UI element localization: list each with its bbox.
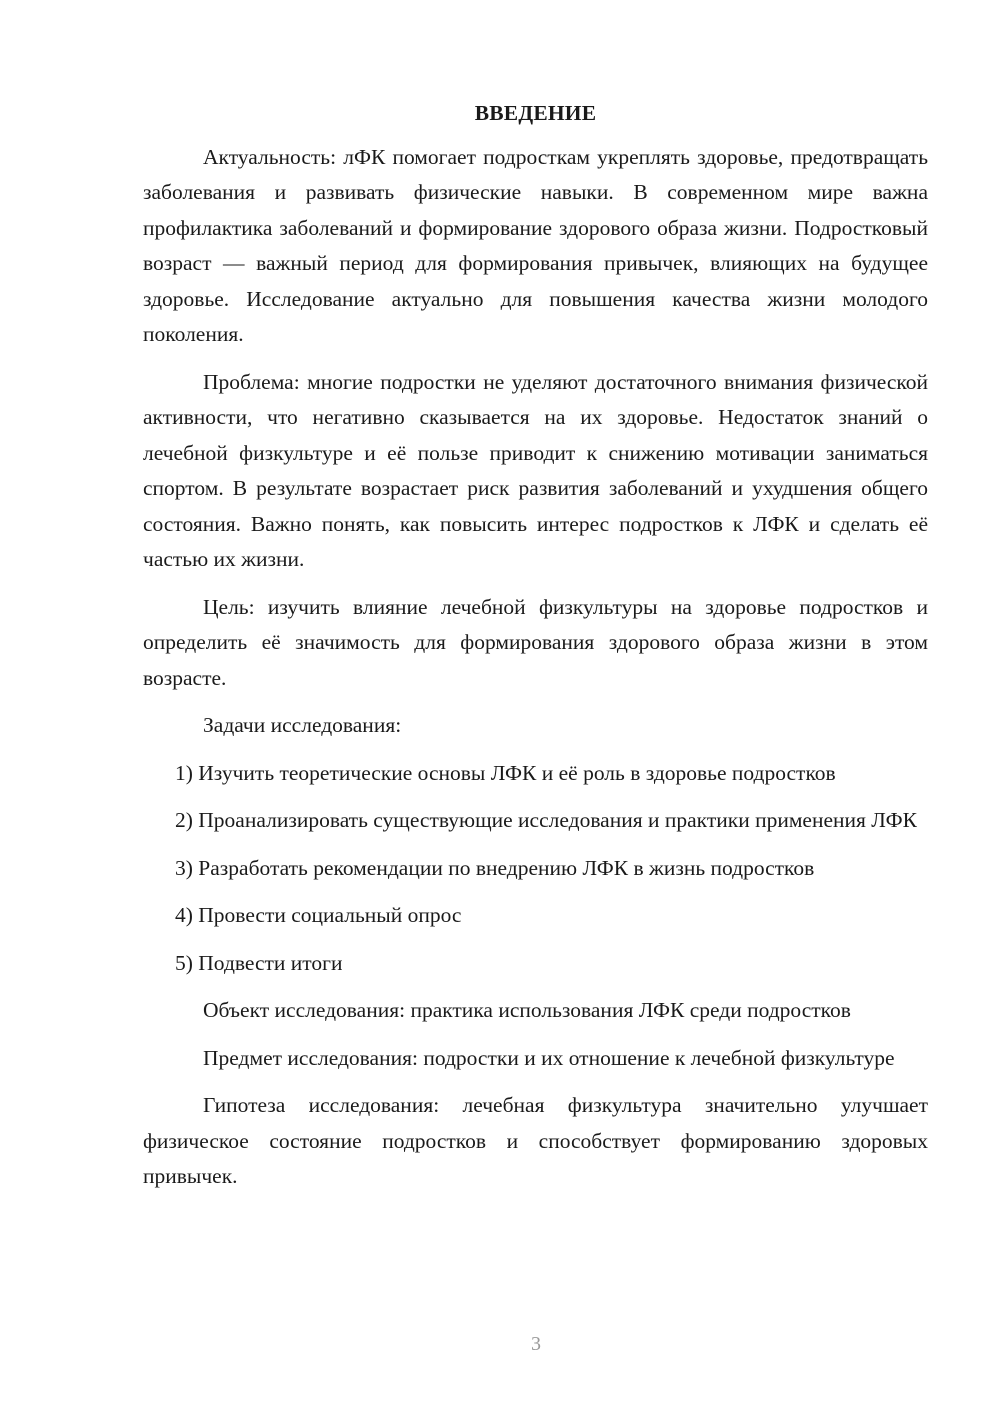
list-item: 5) Подвести итоги [175,950,343,975]
list-item: 4) Провести социальный опрос [175,903,462,927]
list-item: 2) Проанализировать существующие исследования и практики применения ЛФК [175,808,917,832]
tasks-heading: Задачи исследования: [203,713,402,737]
paragraph-problem: Проблема: многие подростки не уделяют достаточного внимания физической активности, что негативно сказывается на их здоровье. Недостаток знаний о лечебной физкультуре и её пользе приводит к снижению мотивации заниматься спортом. В результате возрастает риск развития заболеваний и ухудшения общего состояния. Важно понять, как повысить интерес подростков к ЛФК и сделать её частью их жизни. [143,369,928,571]
page-number: 3 [531,1333,541,1355]
paragraph-hypothesis: Гипотеза исследования: лечебная физкультура значительно улучшает физическое состояние подростков и способствует формированию здоровых привычек. [143,1093,928,1188]
page-title: ВВЕДЕНИЕ [474,101,597,125]
tasks-list [143,756,928,982]
list-item: 1) Изучить теоретические основы ЛФК и её роль в здоровье подростков [175,760,836,785]
paragraph-object: Объект исследования: практика использования ЛФК среди подростков [203,998,851,1022]
paragraph-goal: Цель: изучить влияние лечебной физкультуры на здоровье подростков и определить её значимость для формирования здорового образа жизни в этом возрасте. [143,594,928,690]
document-body [143,96,928,1207]
list-item: 3) Разработать рекомендации по внедрению ЛФК в жизнь подростков [175,855,815,880]
paragraph-subject: Предмет исследования: подростки и их отношение к лечебной физкультуре [203,1045,895,1070]
paragraph-relevance: Актуальность: лФК помогает подросткам укреплять здоровье, предотвращать заболевания и развивать физические навыки. В современном мире важна профилактика заболеваний и формирование здорового образа жизни. Подростковый возраст — важный период для формирования привычек, влияющих на будущее здоровье. Исследование актуально для повышения качества жизни молодого поколения. [143,144,928,346]
